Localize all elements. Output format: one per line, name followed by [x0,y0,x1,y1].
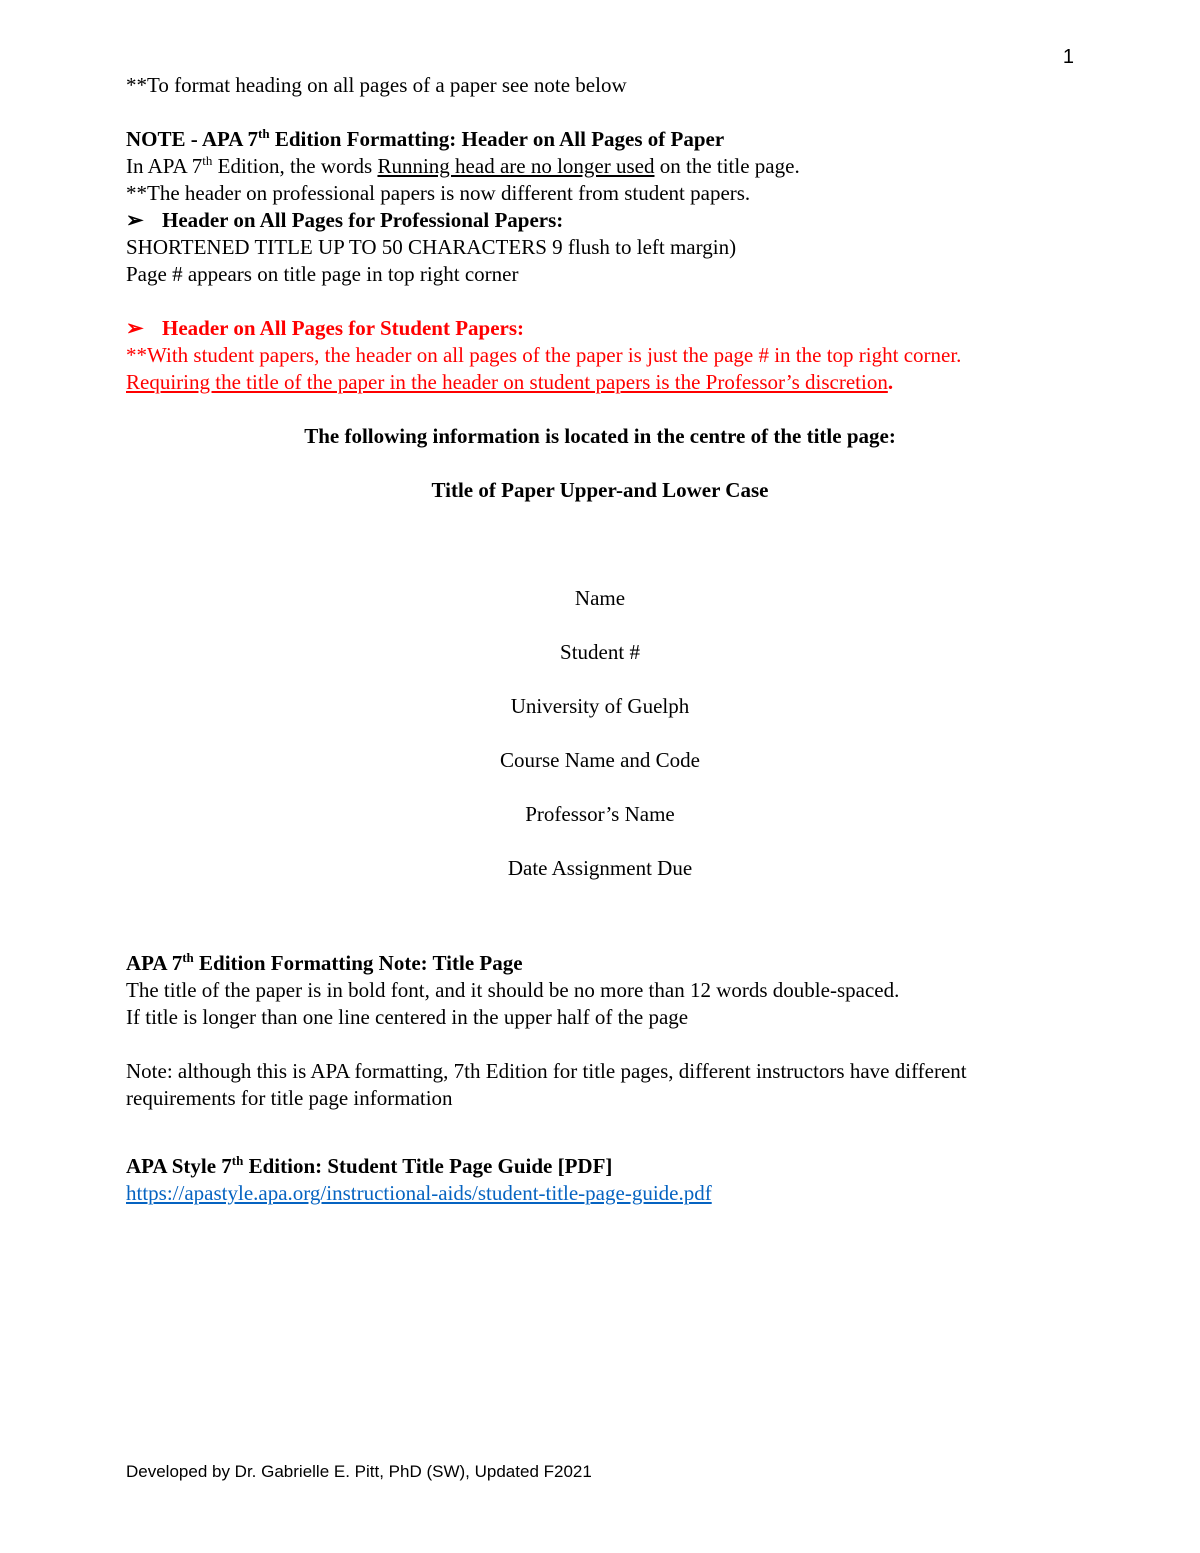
guide-heading: APA Style 7th Edition: Student Title Page Guide [PDF] [126,1153,613,1178]
intro-note: **To format heading on all pages of a paper see note below [126,73,627,97]
guide-link[interactable]: https://apastyle.apa.org/instructional-aids/student-title-page-guide.pdf [126,1181,712,1205]
title-centered-note: If title is longer than one line centered in the upper half of the page [126,1005,689,1029]
professional-vs-student-note: **The header on professional papers is now different from student papers. [126,181,751,205]
centre-info-heading: The following information is located in the centre of the title page: [304,424,896,448]
title-item-due-date: Date Assignment Due [507,856,693,880]
title-item-name: Name [574,586,626,610]
title-item-university: University of Guelph [510,694,690,718]
title-item-course: Course Name and Code [499,748,701,772]
student-header-note: **With student papers, the header on all pages of the paper is just the page # in the top right corner. [126,343,962,367]
page-footer: Developed by Dr. Gabrielle E. Pitt, PhD (SW), Updated F2021 [126,1462,592,1481]
paper-title-placeholder: Title of Paper Upper-and Lower Case [431,478,769,502]
student-papers-heading: ➢ Header on All Pages for Student Papers: [126,316,525,340]
professional-papers-heading: ➢ Header on All Pages for Professional Papers: [126,208,564,232]
instructor-requirements-note: Note: although this is APA formatting, 7th Edition for title pages, different instructors have different requirements for title page information [126,1059,967,1110]
page-number: 1 [1062,46,1074,68]
title-item-student-number: Student # [560,640,640,664]
bullet-arrow-icon: ➢ [126,208,144,232]
professional-shortened-title: SHORTENED TITLE UP TO 50 CHARACTERS 9 flush to left margin) [126,235,737,259]
title-page-note-heading: APA 7th Edition Formatting Note: Title Page [126,950,523,975]
title-item-professor: Professor’s Name [525,802,675,826]
running-head-underlined: Running head are no longer used [377,154,655,178]
page-content [126,72,1074,1207]
student-discretion-note: Requiring the title of the paper in the header on student papers is the Professor’s discretion. [126,370,894,394]
running-head-note: In APA 7th Edition, the words Running head are no longer used on the title page. [126,153,800,178]
professional-page-number-note: Page # appears on title page in top right corner [126,262,519,286]
title-bold-font-note: The title of the paper is in bold font, and it should be no more than 12 words double-spaced. [126,978,900,1002]
bullet-arrow-icon: ➢ [126,316,144,340]
apa-header-note-heading: NOTE - APA 7th Edition Formatting: Header on All Pages of Paper [126,126,725,151]
